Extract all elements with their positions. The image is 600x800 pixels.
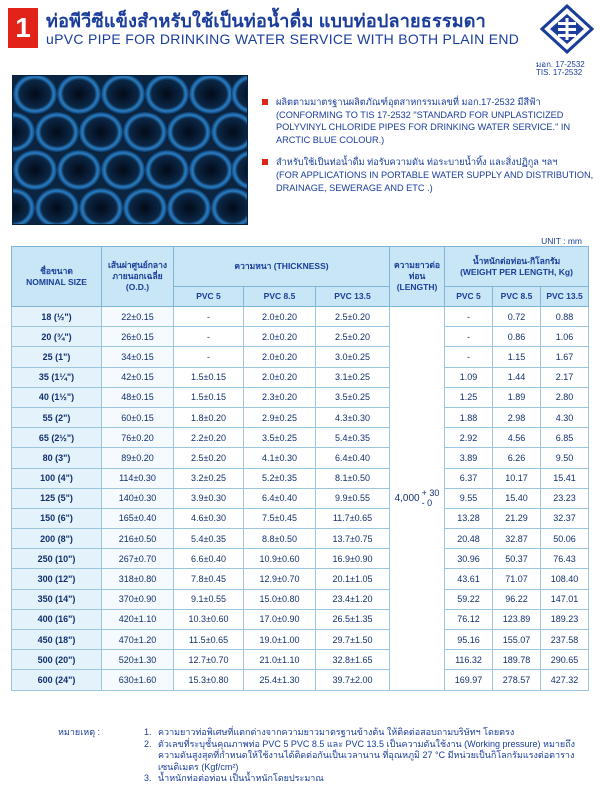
cell-weight-pvc85: 32.87 — [493, 529, 541, 549]
cell-nominal-size: 250 (10") — [12, 549, 102, 569]
cell-thickness-pvc135: 16.9±0.90 — [316, 549, 390, 569]
cell-weight-pvc5: 13.28 — [445, 508, 493, 528]
note-item: 3. น้ำหนักท่อต่อท่อน เป็นน้ำหนักโดยประมาณ — [144, 773, 324, 783]
cell-weight-pvc5: 30.96 — [445, 549, 493, 569]
header-length: ความยาวต่อท่อน (LENGTH) — [390, 247, 445, 307]
cell-nominal-size: 450 (18") — [12, 630, 102, 650]
cell-weight-pvc135: 147.01 — [541, 589, 589, 609]
cell-weight-pvc85: 50.37 — [493, 549, 541, 569]
cell-thickness-pvc85: 21.0±1.10 — [244, 650, 316, 670]
cell-thickness-pvc135: 8.1±0.50 — [316, 468, 390, 488]
bullet-square-icon — [262, 99, 268, 105]
cell-thickness-pvc135: 4.3±0.30 — [316, 407, 390, 427]
cell-weight-pvc85: 1.44 — [493, 367, 541, 387]
cell-weight-pvc5: 169.97 — [445, 670, 493, 690]
cell-weight-pvc85: 1.89 — [493, 387, 541, 407]
cell-nominal-size: 65 (2½") — [12, 428, 102, 448]
cell-nominal-size: 600 (24") — [12, 670, 102, 690]
cell-nominal-size: 18 (½") — [12, 307, 102, 327]
cell-thickness-pvc85: 4.1±0.30 — [244, 448, 316, 468]
cell-weight-pvc5: 3.89 — [445, 448, 493, 468]
cell-weight-pvc85: 10.17 — [493, 468, 541, 488]
header-thickness-pvc85: PVC 8.5 — [244, 287, 316, 307]
cell-od: 318±0.80 — [102, 569, 174, 589]
cell-weight-pvc5: 1.09 — [445, 367, 493, 387]
cell-od: 370±0.90 — [102, 589, 174, 609]
cell-thickness-pvc135: 2.5±0.20 — [316, 327, 390, 347]
cell-thickness-pvc135: 26.5±1.35 — [316, 609, 390, 629]
cell-weight-pvc85: 71.07 — [493, 569, 541, 589]
cell-weight-pvc5: 6.37 — [445, 468, 493, 488]
cell-weight-pvc85: 0.86 — [493, 327, 541, 347]
cell-weight-pvc5: 95.16 — [445, 630, 493, 650]
cell-od: 26±0.15 — [102, 327, 174, 347]
cell-weight-pvc5: 43.61 — [445, 569, 493, 589]
cell-thickness-pvc5: 4.6±0.30 — [174, 508, 244, 528]
header-weight-pvc85: PVC 8.5 — [493, 287, 541, 307]
cell-weight-pvc135: 237.58 — [541, 630, 589, 650]
cell-thickness-pvc85: 2.3±0.20 — [244, 387, 316, 407]
cell-weight-pvc135: 9.50 — [541, 448, 589, 468]
cell-thickness-pvc135: 23.4±1.20 — [316, 589, 390, 609]
cell-od: 420±1.10 — [102, 609, 174, 629]
cell-thickness-pvc5: 15.3±0.80 — [174, 670, 244, 690]
cell-thickness-pvc85: 3.5±0.25 — [244, 428, 316, 448]
cell-thickness-pvc85: 2.0±0.20 — [244, 347, 316, 367]
cell-weight-pvc135: 32.37 — [541, 508, 589, 528]
cell-od: 470±1.20 — [102, 630, 174, 650]
cell-thickness-pvc5: 5.4±0.35 — [174, 529, 244, 549]
cell-thickness-pvc5: - — [174, 327, 244, 347]
table-row — [12, 488, 589, 508]
spec-table — [11, 246, 589, 691]
cell-thickness-pvc5: - — [174, 347, 244, 367]
cell-thickness-pvc5: 7.8±0.45 — [174, 569, 244, 589]
cell-nominal-size: 20 (¾") — [12, 327, 102, 347]
cell-thickness-pvc5: 1.5±0.15 — [174, 367, 244, 387]
cell-od: 22±0.15 — [102, 307, 174, 327]
cell-thickness-pvc135: 11.7±0.65 — [316, 508, 390, 528]
table-row — [12, 367, 589, 387]
cell-thickness-pvc5: 1.5±0.15 — [174, 387, 244, 407]
standard-english: TIS. 17-2532 — [536, 68, 583, 77]
description-english: (CONFORMING TO TIS 17-2532 "STANDARD FOR UNPLASTICIZED POLYVINYL CHLORIDE PIPES FOR DRINKING WATER SERVICE." IN ARCTIC BLUE COLOUR.) — [276, 109, 571, 145]
cell-od: 165±0.40 — [102, 508, 174, 528]
table-row — [12, 589, 589, 609]
company-logo-icon — [540, 4, 594, 54]
cell-thickness-pvc85: 2.9±0.25 — [244, 407, 316, 427]
cell-od: 630±1.60 — [102, 670, 174, 690]
unit-label: UNIT : mm — [541, 236, 582, 246]
cell-weight-pvc5: 1.88 — [445, 407, 493, 427]
table-row — [12, 468, 589, 488]
length-tolerance: + 30 - 0 — [421, 488, 440, 509]
cell-weight-pvc135: 0.88 — [541, 307, 589, 327]
cell-weight-pvc5: - — [445, 327, 493, 347]
cell-weight-pvc135: 2.17 — [541, 367, 589, 387]
cell-weight-pvc5: - — [445, 347, 493, 367]
cell-weight-pvc135: 290.65 — [541, 650, 589, 670]
notes-label: หมายเหตุ : — [58, 727, 101, 737]
cell-weight-pvc85: 123.89 — [493, 609, 541, 629]
cell-length — [390, 307, 445, 691]
cell-nominal-size: 400 (16") — [12, 609, 102, 629]
cell-nominal-size: 40 (1½") — [12, 387, 102, 407]
cell-weight-pvc85: 278.57 — [493, 670, 541, 690]
cell-nominal-size: 55 (2") — [12, 407, 102, 427]
cell-thickness-pvc135: 6.4±0.40 — [316, 448, 390, 468]
cell-thickness-pvc85: 2.0±0.20 — [244, 307, 316, 327]
cell-thickness-pvc135: 32.8±1.65 — [316, 650, 390, 670]
cell-weight-pvc85: 189.78 — [493, 650, 541, 670]
cell-thickness-pvc5: 3.2±0.25 — [174, 468, 244, 488]
standard-thai: มอก. 17-2532 — [536, 60, 585, 69]
table-row — [12, 569, 589, 589]
cell-thickness-pvc85: 10.9±0.60 — [244, 549, 316, 569]
header-weight-pvc135: PVC 13.5 — [541, 287, 589, 307]
header-thickness: ความหนา (THICKNESS) — [174, 247, 390, 287]
cell-thickness-pvc5: 10.3±0.60 — [174, 609, 244, 629]
cell-thickness-pvc85: 12.9±0.70 — [244, 569, 316, 589]
cell-thickness-pvc135: 3.5±0.25 — [316, 387, 390, 407]
section-number-badge: 1 — [8, 8, 38, 48]
header-nominal-size: ชื่อขนาด NOMINAL SIZE — [12, 247, 102, 307]
cell-weight-pvc135: 15.41 — [541, 468, 589, 488]
cell-od: 48±0.15 — [102, 387, 174, 407]
cell-weight-pvc135: 189.23 — [541, 609, 589, 629]
cell-thickness-pvc135: 3.0±0.25 — [316, 347, 390, 367]
note-item: 2. ตัวเลขที่ระบุชั้นคุณภาพท่อ PVC 5 PVC 8.5 และ PVC 13.5 เป็นความดันใช้งาน (Working pressure) หมายถึงความดันสูงสุดที่กำหนดให้ใช้งานได้ติดต่อกันเป็นเวลานาน ที่อุณหภูมิ 27 °C มีหน่วยเป็นกิโลกรัมแรงต่อตารางเซนติเมตร (Kgf/cm²) — [144, 738, 576, 772]
cell-thickness-pvc135: 39.7±2.00 — [316, 670, 390, 690]
cell-weight-pvc85: 21.29 — [493, 508, 541, 528]
cell-weight-pvc135: 1.06 — [541, 327, 589, 347]
table-row — [12, 307, 589, 327]
note-item: 1. ความยาวท่อพิเศษที่แตกต่างจากความยาวมาตรฐานข้างต้น ให้ติดต่อสอบถามบริษัทฯ โดยตรง — [144, 727, 515, 737]
cell-thickness-pvc85: 2.0±0.20 — [244, 367, 316, 387]
table-row — [12, 428, 589, 448]
cell-weight-pvc135: 1.67 — [541, 347, 589, 367]
cell-weight-pvc135: 2.80 — [541, 387, 589, 407]
cell-od: 76±0.20 — [102, 428, 174, 448]
title-thai: ท่อพีวีซีแข็งสำหรับใช้เป็นท่อน้ำดื่ม แบบท่อปลายธรรมดา — [46, 11, 486, 31]
table-row — [12, 630, 589, 650]
cell-thickness-pvc135: 13.7±0.75 — [316, 529, 390, 549]
cell-weight-pvc85: 96.22 — [493, 589, 541, 609]
cell-thickness-pvc5: 1.8±0.20 — [174, 407, 244, 427]
cell-weight-pvc5: 116.32 — [445, 650, 493, 670]
table-row — [12, 448, 589, 468]
cell-thickness-pvc85: 2.0±0.20 — [244, 327, 316, 347]
cell-thickness-pvc135: 9.9±0.55 — [316, 488, 390, 508]
cell-thickness-pvc135: 5.4±0.35 — [316, 428, 390, 448]
cell-nominal-size: 500 (20") — [12, 650, 102, 670]
cell-thickness-pvc85: 6.4±0.40 — [244, 488, 316, 508]
bullet-square-icon — [262, 159, 268, 165]
cell-nominal-size: 350 (14") — [12, 589, 102, 609]
description-item — [258, 156, 594, 194]
cell-od: 42±0.15 — [102, 367, 174, 387]
header-od: เส้นผ่าศูนย์กลางภายนอกเฉลี่ย (O.D.) — [102, 247, 174, 307]
cell-od: 267±0.70 — [102, 549, 174, 569]
cell-weight-pvc85: 6.26 — [493, 448, 541, 468]
cell-weight-pvc135: 76.43 — [541, 549, 589, 569]
cell-weight-pvc85: 4.56 — [493, 428, 541, 448]
description-thai: สำหรับใช้เป็นท่อน้ำดื่ม ท่อรับความดัน ท่อระบายน้ำทิ้ง และสิ่งปฏิกูล ฯลฯ — [276, 157, 558, 168]
cell-thickness-pvc85: 7.5±0.45 — [244, 508, 316, 528]
cell-weight-pvc5: 2.92 — [445, 428, 493, 448]
cell-weight-pvc5: 9.55 — [445, 488, 493, 508]
cell-od: 60±0.15 — [102, 407, 174, 427]
description-thai: ผลิตตามมาตรฐานผลิตภัณฑ์อุตสาหกรรมเลขที่ มอก.17-2532 มีสีฟ้า — [276, 97, 541, 107]
cell-thickness-pvc135: 2.5±0.20 — [316, 307, 390, 327]
table-row — [12, 347, 589, 367]
cell-nominal-size: 150 (6") — [12, 508, 102, 528]
table-row — [12, 609, 589, 629]
cell-weight-pvc5: 76.12 — [445, 609, 493, 629]
table-row — [12, 670, 589, 690]
cell-od: 216±0.50 — [102, 529, 174, 549]
notes — [58, 727, 588, 785]
table-row — [12, 549, 589, 569]
table-row — [12, 508, 589, 528]
cell-thickness-pvc135: 20.1±1.05 — [316, 569, 390, 589]
cell-nominal-size: 125 (5") — [12, 488, 102, 508]
cell-thickness-pvc5: 11.5±0.65 — [174, 630, 244, 650]
cell-nominal-size: 300 (12") — [12, 569, 102, 589]
header-weight: น้ำหนักต่อท่อน-กิโลกรัม (WEIGHT PER LENGTH, Kg) — [445, 247, 589, 287]
cell-weight-pvc135: 427.32 — [541, 670, 589, 690]
table-row — [12, 407, 589, 427]
cell-thickness-pvc5: 3.9±0.30 — [174, 488, 244, 508]
cell-nominal-size: 200 (8") — [12, 529, 102, 549]
cell-od: 34±0.15 — [102, 347, 174, 367]
cell-weight-pvc85: 15.40 — [493, 488, 541, 508]
cell-weight-pvc135: 4.30 — [541, 407, 589, 427]
length-value: 4,000 — [394, 492, 420, 504]
header-weight-pvc5: PVC 5 — [445, 287, 493, 307]
cell-thickness-pvc5: 2.5±0.20 — [174, 448, 244, 468]
cell-nominal-size: 35 (1¼") — [12, 367, 102, 387]
table-row — [12, 387, 589, 407]
cell-nominal-size: 100 (4") — [12, 468, 102, 488]
cell-od: 520±1.30 — [102, 650, 174, 670]
cell-weight-pvc135: 6.85 — [541, 428, 589, 448]
cell-thickness-pvc5: - — [174, 307, 244, 327]
cell-nominal-size: 25 (1") — [12, 347, 102, 367]
title-english: uPVC PIPE FOR DRINKING WATER SERVICE WITH BOTH PLAIN END — [46, 31, 520, 47]
cell-thickness-pvc5: 2.2±0.20 — [174, 428, 244, 448]
cell-weight-pvc5: - — [445, 307, 493, 327]
cell-thickness-pvc85: 25.4±1.30 — [244, 670, 316, 690]
cell-thickness-pvc135: 29.7±1.50 — [316, 630, 390, 650]
cell-weight-pvc5: 20.48 — [445, 529, 493, 549]
cell-weight-pvc135: 50.06 — [541, 529, 589, 549]
cell-weight-pvc5: 59.22 — [445, 589, 493, 609]
cell-weight-pvc135: 108.40 — [541, 569, 589, 589]
header-thickness-pvc135: PVC 13.5 — [316, 287, 390, 307]
cell-nominal-size: 80 (3") — [12, 448, 102, 468]
description-english: (FOR APPLICATIONS IN PORTABLE WATER SUPPLY AND DISTRIBUTION, DRAINAGE, SEWERAGE AND ETC .) — [276, 169, 594, 193]
cell-thickness-pvc85: 8.8±0.50 — [244, 529, 316, 549]
table-row — [12, 650, 589, 670]
pipes-photo — [12, 75, 248, 225]
header-thickness-pvc5: PVC 5 — [174, 287, 244, 307]
cell-thickness-pvc85: 19.0±1.00 — [244, 630, 316, 650]
description-item — [258, 96, 594, 146]
cell-thickness-pvc5: 6.6±0.40 — [174, 549, 244, 569]
cell-weight-pvc135: 23.23 — [541, 488, 589, 508]
description-list — [258, 96, 594, 204]
cell-weight-pvc85: 155.07 — [493, 630, 541, 650]
cell-weight-pvc5: 1.25 — [445, 387, 493, 407]
cell-thickness-pvc85: 17.0±0.90 — [244, 609, 316, 629]
cell-thickness-pvc85: 5.2±0.35 — [244, 468, 316, 488]
cell-weight-pvc85: 0.72 — [493, 307, 541, 327]
cell-od: 140±0.30 — [102, 488, 174, 508]
cell-thickness-pvc135: 3.1±0.25 — [316, 367, 390, 387]
table-row — [12, 529, 589, 549]
cell-od: 114±0.30 — [102, 468, 174, 488]
cell-thickness-pvc85: 15.0±0.80 — [244, 589, 316, 609]
cell-thickness-pvc5: 9.1±0.55 — [174, 589, 244, 609]
cell-thickness-pvc5: 12.7±0.70 — [174, 650, 244, 670]
pipes-image-icon — [13, 76, 247, 224]
table-row — [12, 327, 589, 347]
cell-od: 89±0.20 — [102, 448, 174, 468]
cell-weight-pvc85: 1.15 — [493, 347, 541, 367]
cell-weight-pvc85: 2.98 — [493, 407, 541, 427]
